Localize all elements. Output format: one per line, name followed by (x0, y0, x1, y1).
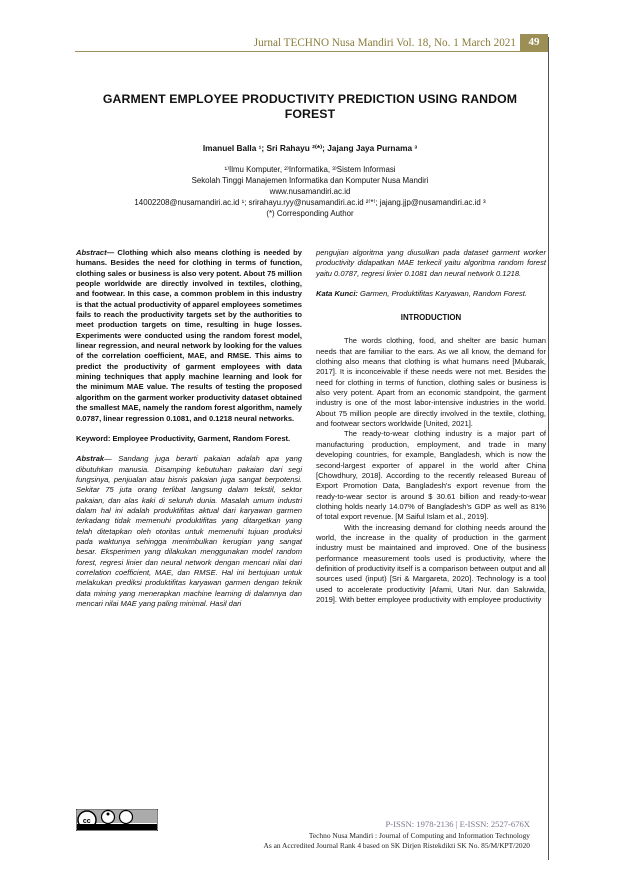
keywords-label: Keyword: (76, 433, 111, 443)
author-list: Imanuel Balla ¹; Sri Rahayu ²⁽*⁾; Jajang Jaya Purnama ³ (202, 143, 418, 153)
cc-logo-text: cc (82, 818, 91, 825)
abstract-label: Abstract (76, 248, 107, 257)
header-rule (75, 51, 548, 52)
running-header (0, 37, 620, 51)
intro-paragraph-3: With the increasing demand for clothing needs around the world, the increase in the quality of production in the garment industry must be maintained and improved. One of the business performance measurement tools used is productivity, where the definition of productivity itself is a comparison between output and all sources used (input) [Sri & Margareta, 2020]. Technology is a tool used to accelerate productivity [Afami, Utari Nur. dan Saluwida, 2019]. With better employee productivity with employee productivity (316, 522, 546, 604)
issn-line: P-ISSN: 1978-2136 | E-ISSN: 2527-676X (385, 819, 530, 829)
abstrak-text: — Sandang juga berarti pakaian adalah apa yang dibutuhkan manusia. Disamping kebutuhan pakaian dari segi fungsinya, penjualan atau bisnis pakaian juga sangat berpotensi. Sekitar 75 juta orang terlibat langsung dalam tekstil, sektor pakaian, dan alas kaki di seluruh dunia. Masalah umum industri dalam hal ini adalah produktifitas aktual dari karyawan garmen terkadang tidak memenuhi produktifitas yang ditargetkan yang telah ditetapkan oleh otoritas untuk memenuhi tujuan produksi pada waktunya sehingga menimbulkan kerugian yang sangat besar. Eksperimen yang dilakukan menggunakan model random forest, regresi linier dan neural network dengan mencari nilai dari correlation coefficient, MAE, dan RMSE. Hal ini bertujuan untuk melakukan prediksi produktifitas karyawan garmen dengan teknik data mining yang menerapkan machine learning di dalamnya dan mencari nilai MAE yang paling minimal. Hasil dari (76, 454, 302, 608)
intro-paragraph-2: The ready-to-wear clothing industry is a major part of manufacturing production, employment, and trade in many developing countries, for example, Bangladesh, which is now the second-largest exporter of apparel in the world after China [Chowdhury, 2018]. According to the recently released Bureau of Export Promotion Data, Bangladesh's export revenue from the ready-to-wear sector is around $ 30.61 billion and ready-to-wear clothing holds nearly 14.07% of Bangladesh's GDP as well as 81% of total export revenue. [M Saiful Islam et al., 2019]. (316, 429, 546, 522)
abstract-en (76, 248, 302, 424)
affiliation-institution: Sekolah Tinggi Manajemen Informatika dan Komputer Nusa Mandiri (191, 176, 429, 185)
affiliations (80, 164, 540, 219)
kata-kunci-text: Garmen, Produktifitas Karyawan, Random Forest. (357, 289, 527, 299)
footer-accreditation-line: As an Accredited Journal Rank 4 based on SK Dirjen Ristekdikti SK No. 85/M/KPT/2020 (263, 841, 530, 850)
corresponding-author-note: (*) Corresponding Author (266, 209, 354, 218)
abstrak-label: Abstrak (76, 454, 105, 464)
keywords-en (76, 434, 302, 444)
journal-name: Jurnal TECHNO Nusa Mandiri Vol. 18, No. 1 March 2021 (253, 37, 516, 49)
kata-kunci-label: Kata Kunci: (316, 289, 358, 299)
affiliation-departments: ¹⁾Ilmu Komputer, ²⁾Informatika, ³⁾Sistem Informasi (224, 165, 396, 174)
affiliation-website: www.nusamandiri.ac.id (269, 187, 351, 196)
abstract-text: — Clothing which also means clothing is needed by humans. Besides the need for clothing in terms of function, clothing sales or business is also very potent. About 75 million people worldwide are directly involved in textiles, clothing, and footwear. In this case, a common problem in this industry is that the actual productivity of apparel employees sometimes fails to reach the productivity targets set by the authorities to meet production targets on time, resulting in huge losses. Experiments were conducted using the random forest model, linear regression, and neural network by looking for the values of the correlation coefficient, MAE, and RMSE. This aims to predict the productivity of garment employees with data mining techniques that apply machine learning and look for the minimum MAE value. The results of testing the proposed algorithm on the garment worker productivity dataset obtained the smallest MAE, namely the random forest algorithm, namely 0.0787, linear regression 0.1081, and 0.1218 neural networks. (76, 248, 302, 423)
keywords-id (316, 289, 546, 299)
footer-journal-line: Techno Nusa Mandiri : Journal of Computing and Information Technology (308, 831, 530, 840)
introduction-heading: INTRODUCTION (400, 313, 462, 323)
abstract-id (76, 454, 302, 609)
left-column (76, 248, 302, 609)
page-number: 49 (520, 34, 548, 51)
cc-license-logo (76, 809, 158, 831)
paper-title: GARMENT EMPLOYEE PRODUCTIVITY PREDICTION USING RANDOM FOREST (102, 92, 518, 121)
abstrak-continued: pengujian algoritma yang diusulkan pada dataset garment worker productivity didapatkan MAE terkecil yaitu algoritma random forest yaitu 0.0787, regresi linier 0.1081 dan neural network 0.1218. (316, 248, 546, 278)
margin-rule (548, 37, 549, 860)
affiliation-emails: 14002208@nusamandiri.ac.id ¹; srirahayu.ryy@nusamandiri.ac.id ²⁽*⁾; jajang.jjp@nusamandiri.ac.id ³ (134, 198, 486, 207)
keywords-text: Employee Productivity, Garment, Random Forest. (110, 433, 291, 443)
intro-paragraph-1: The words clothing, food, and shelter are basic human needs that are familiar to the ears. As we all know, the demand for clothing also means that clothing is what humans need [Mubarak, 2017]. It is inconceivable if these needs were not met. Besides the need for clothing in terms of function, clothing sales or business is also very potent. Apart from an economic standpoint, the garment industry is one of the most labor-intensive industries in the world. About 75 million people are directly involved in the textile, clothing, and footwear sectors worldwide [United, 2021]. (316, 336, 546, 429)
right-column (316, 248, 546, 605)
